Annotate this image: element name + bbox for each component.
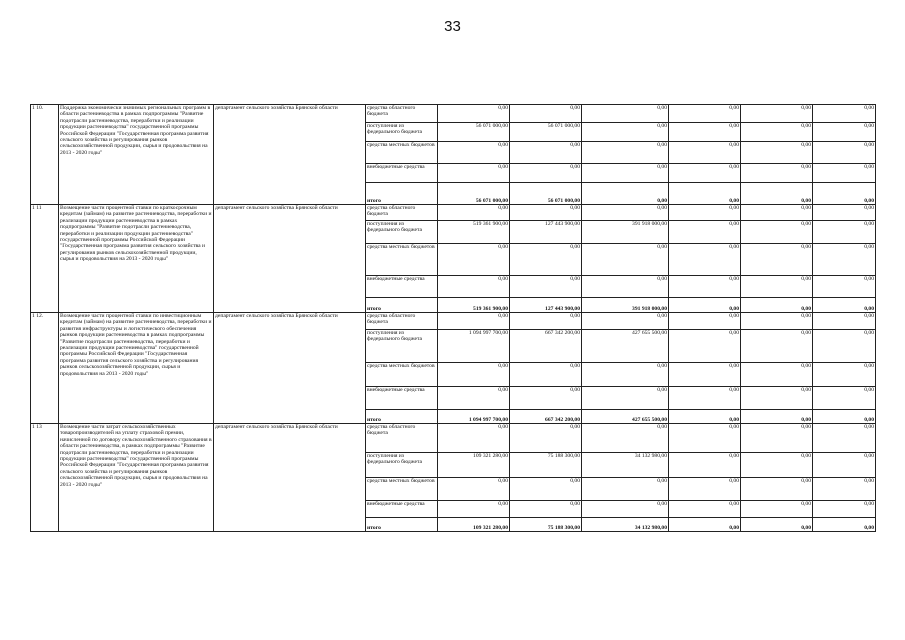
amount-cell: 0,00 <box>669 330 741 363</box>
amount-cell: 0,00 <box>813 330 876 363</box>
amount-cell: 0,00 <box>438 105 510 123</box>
amount-cell: 0,00 <box>741 164 813 183</box>
amount-cell: 0,00 <box>438 424 510 453</box>
amount-cell: 0,00 <box>510 501 582 518</box>
amount-cell: 391 918 000,00 <box>582 298 669 313</box>
amount-cell: 0,00 <box>741 244 813 276</box>
amount-cell: 109 321 280,00 <box>438 518 510 532</box>
funding-source: поступления из федерального бюджета <box>366 453 438 478</box>
responsible-department: департамент сельского хозяйства Брянской области <box>214 313 366 424</box>
amount-cell: 0,00 <box>813 276 876 298</box>
amount-cell: 0,00 <box>510 363 582 387</box>
table-row <box>31 205 876 221</box>
amount-cell: 0,00 <box>510 205 582 221</box>
amount-cell: 0,00 <box>741 387 813 410</box>
amount-cell: 0,00 <box>813 183 876 205</box>
amount-cell: 0,00 <box>438 205 510 221</box>
funding-source: внебюджетные средства <box>366 501 438 518</box>
amount-cell: 0,00 <box>813 221 876 244</box>
program-description: Поддержка экономически значимых региональных программ в области растениеводства в рамках подпрограммы "Развитие подотрасли растениеводства, переработки и реализации продукции растениеводства" государственной программы Российской Федерации "Государственная программа развития сельского хозяйства и регулирования рынков сельскохозяйственной продукции, сырья и продовольствия на 2013 - 2020 годы" <box>59 105 214 205</box>
program-description: Возмещение части процентной ставки по краткосрочным кредитам (займам) на развитие растениеводства, переработки и реализации продукции растениеводства в рамках подпрограммы "Развитие подотрасли растениеводства, переработки и реализации продукции растениеводства" государственной программы Российской Федерации "Государственная программа развития сельского хозяйства и регулирования рынков сельскохозяйственной продукции, сырья и продовольствия на 2013 - 2020 годы" <box>59 205 214 313</box>
amount-cell: 0,00 <box>813 518 876 532</box>
amount-cell: 0,00 <box>669 478 741 501</box>
amount-cell: 75 188 300,00 <box>510 518 582 532</box>
amount-cell: 56 071 000,00 <box>438 123 510 142</box>
amount-cell: 0,00 <box>741 424 813 453</box>
amount-cell: 34 132 980,00 <box>582 453 669 478</box>
amount-cell: 0,00 <box>813 205 876 221</box>
amount-cell: 427 655 500,00 <box>582 330 669 363</box>
amount-cell: 0,00 <box>510 164 582 183</box>
amount-cell: 0,00 <box>510 105 582 123</box>
funding-source: поступления из федерального бюджета <box>366 123 438 142</box>
amount-cell: 0,00 <box>741 410 813 424</box>
table-row <box>31 424 876 453</box>
amount-cell: 0,00 <box>669 313 741 330</box>
amount-cell: 0,00 <box>813 478 876 501</box>
amount-cell: 0,00 <box>813 424 876 453</box>
amount-cell: 0,00 <box>669 518 741 532</box>
amount-cell: 0,00 <box>813 123 876 142</box>
amount-cell: 0,00 <box>669 387 741 410</box>
amount-cell: 0,00 <box>582 105 669 123</box>
amount-cell: 127 443 900,00 <box>510 221 582 244</box>
amount-cell: 0,00 <box>741 221 813 244</box>
amount-cell: 0,00 <box>438 313 510 330</box>
funding-source: итого <box>366 298 438 313</box>
amount-cell: 0,00 <box>741 453 813 478</box>
amount-cell: 75 188 300,00 <box>510 453 582 478</box>
amount-cell: 0,00 <box>669 453 741 478</box>
amount-cell: 0,00 <box>582 205 669 221</box>
amount-cell: 427 655 500,00 <box>582 410 669 424</box>
program-description: Возмещение части затрат сельскохозяйственных товаропроизводителей на уплату страховой премии, начисленной по договору сельскохозяйственного страхования в области растениеводства, в рамках подпрограммы "Развитие подотрасли растениеводства, переработки и реализации продукции растениеводства" государственной программы Российской Федерации "Государственная программа развития сельского хозяйства и регулирования рынков сельскохозяйственной продукции, сырья и продовольствия на 2013 - 2020 годы" <box>59 424 214 532</box>
amount-cell: 0,00 <box>582 478 669 501</box>
amount-cell: 109 321 280,00 <box>438 453 510 478</box>
funding-source: средства местных бюджетов <box>366 363 438 387</box>
amount-cell: 0,00 <box>741 123 813 142</box>
amount-cell: 1 094 997 700,00 <box>438 410 510 424</box>
amount-cell: 0,00 <box>813 298 876 313</box>
table-row <box>31 105 876 123</box>
amount-cell: 667 342 200,00 <box>510 330 582 363</box>
table-row <box>31 313 876 330</box>
amount-cell: 56 071 000,00 <box>510 183 582 205</box>
amount-cell: 391 918 000,00 <box>582 221 669 244</box>
amount-cell: 56 071 000,00 <box>438 183 510 205</box>
amount-cell: 0,00 <box>813 410 876 424</box>
funding-source: средства областного бюджета <box>366 105 438 123</box>
amount-cell: 0,00 <box>741 205 813 221</box>
amount-cell: 0,00 <box>669 164 741 183</box>
amount-cell: 0,00 <box>741 478 813 501</box>
amount-cell: 0,00 <box>669 501 741 518</box>
responsible-department: департамент сельского хозяйства Брянской области <box>214 105 366 205</box>
amount-cell: 0,00 <box>813 363 876 387</box>
funding-source: внебюджетные средства <box>366 387 438 410</box>
amount-cell: 0,00 <box>510 387 582 410</box>
funding-source: средства областного бюджета <box>366 424 438 453</box>
amount-cell: 0,00 <box>669 424 741 453</box>
amount-cell: 0,00 <box>510 276 582 298</box>
amount-cell: 0,00 <box>813 313 876 330</box>
item-number: 1 10. <box>31 105 59 205</box>
item-number: 1 12. <box>31 313 59 424</box>
item-number: 1 13 <box>31 424 59 532</box>
amount-cell: 0,00 <box>438 244 510 276</box>
amount-cell: 0,00 <box>813 142 876 164</box>
amount-cell: 0,00 <box>582 183 669 205</box>
amount-cell: 0,00 <box>741 183 813 205</box>
amount-cell: 0,00 <box>582 142 669 164</box>
amount-cell: 0,00 <box>582 123 669 142</box>
funding-source: средства местных бюджетов <box>366 244 438 276</box>
amount-cell: 0,00 <box>741 142 813 164</box>
amount-cell: 0,00 <box>438 478 510 501</box>
amount-cell: 0,00 <box>813 105 876 123</box>
amount-cell: 0,00 <box>582 501 669 518</box>
funding-source: внебюджетные средства <box>366 164 438 183</box>
amount-cell: 0,00 <box>582 276 669 298</box>
amount-cell: 0,00 <box>741 518 813 532</box>
amount-cell: 0,00 <box>438 363 510 387</box>
amount-cell: 0,00 <box>669 205 741 221</box>
funding-source: средства областного бюджета <box>366 313 438 330</box>
amount-cell: 0,00 <box>582 387 669 410</box>
amount-cell: 0,00 <box>669 363 741 387</box>
funding-source: средства местных бюджетов <box>366 142 438 164</box>
responsible-department: департамент сельского хозяйства Брянской области <box>214 424 366 532</box>
amount-cell: 0,00 <box>669 298 741 313</box>
amount-cell: 0,00 <box>813 164 876 183</box>
amount-cell: 0,00 <box>669 105 741 123</box>
amount-cell: 0,00 <box>438 387 510 410</box>
funding-source: поступления из федерального бюджета <box>366 330 438 363</box>
amount-cell: 0,00 <box>669 142 741 164</box>
amount-cell: 0,00 <box>813 387 876 410</box>
amount-cell: 0,00 <box>741 313 813 330</box>
amount-cell: 0,00 <box>669 123 741 142</box>
amount-cell: 519 361 900,00 <box>438 221 510 244</box>
amount-cell: 0,00 <box>813 453 876 478</box>
amount-cell: 0,00 <box>741 298 813 313</box>
amount-cell: 0,00 <box>741 363 813 387</box>
amount-cell: 0,00 <box>741 105 813 123</box>
amount-cell: 56 071 000,00 <box>510 123 582 142</box>
amount-cell: 0,00 <box>813 244 876 276</box>
funding-source: итого <box>366 410 438 424</box>
amount-cell: 0,00 <box>582 363 669 387</box>
amount-cell: 0,00 <box>813 501 876 518</box>
funding-source: средства областного бюджета <box>366 205 438 221</box>
amount-cell: 0,00 <box>438 164 510 183</box>
amount-cell: 0,00 <box>669 276 741 298</box>
amount-cell: 1 094 997 700,00 <box>438 330 510 363</box>
amount-cell: 0,00 <box>582 313 669 330</box>
amount-cell: 0,00 <box>582 244 669 276</box>
funding-source: итого <box>366 183 438 205</box>
amount-cell: 519 361 900,00 <box>438 298 510 313</box>
program-description: Возмещение части процентной ставки по инвестиционным кредитам (займам) на развитие растениеводства, переработки и развития инфраструктуры и логистического обеспечения рынков продукции растениеводства в рамках подпрограммы "Развитие подотрасли растениеводства, переработки и реализации продукции растениеводства" государственной программы Российской Федерации "Государственная программа развития сельского хозяйства и регулирования рынков сельскохозяйственной продукции, сырья и продовольствия на 2013 - 2020 годы" <box>59 313 214 424</box>
amount-cell: 0,00 <box>741 330 813 363</box>
funding-source: средства местных бюджетов <box>366 478 438 501</box>
funding-source: поступления из федерального бюджета <box>366 221 438 244</box>
item-number: 1 11 <box>31 205 59 313</box>
amount-cell: 0,00 <box>669 183 741 205</box>
funding-source: внебюджетные средства <box>366 276 438 298</box>
amount-cell: 0,00 <box>510 313 582 330</box>
amount-cell: 0,00 <box>741 276 813 298</box>
funding-source: итого <box>366 518 438 532</box>
amount-cell: 0,00 <box>438 142 510 164</box>
responsible-department: департамент сельского хозяйства Брянской области <box>214 205 366 313</box>
amount-cell: 667 342 200,00 <box>510 410 582 424</box>
amount-cell: 0,00 <box>669 410 741 424</box>
amount-cell: 0,00 <box>669 244 741 276</box>
amount-cell: 0,00 <box>438 501 510 518</box>
amount-cell: 0,00 <box>582 164 669 183</box>
amount-cell: 0,00 <box>510 478 582 501</box>
budget-table <box>30 104 876 532</box>
page-number: 33 <box>444 18 461 35</box>
amount-cell: 0,00 <box>438 276 510 298</box>
amount-cell: 0,00 <box>582 424 669 453</box>
amount-cell: 127 443 900,00 <box>510 298 582 313</box>
amount-cell: 34 132 980,00 <box>582 518 669 532</box>
amount-cell: 0,00 <box>510 424 582 453</box>
amount-cell: 0,00 <box>669 221 741 244</box>
amount-cell: 0,00 <box>510 142 582 164</box>
amount-cell: 0,00 <box>510 244 582 276</box>
amount-cell: 0,00 <box>741 501 813 518</box>
